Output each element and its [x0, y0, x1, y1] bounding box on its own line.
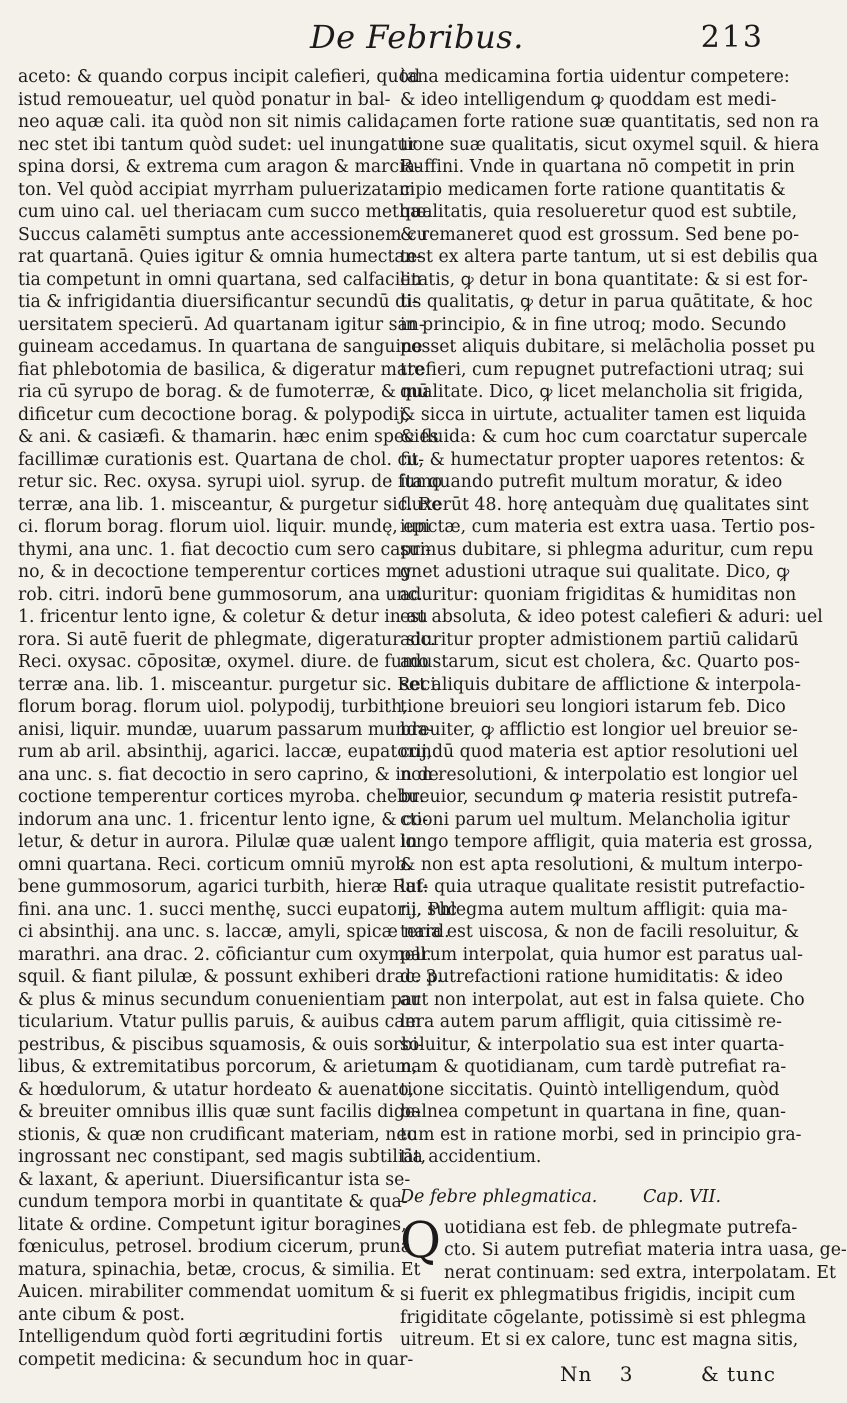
text-line: guineam accedamus. In quartana de sanguine: [18, 337, 423, 357]
text-line: & breuiter omnibus illis quæ sunt facilis dige-: [18, 1102, 422, 1122]
text-line: adustarum, sicut est cholera, &c. Quarto pos-: [400, 652, 800, 672]
text-line: tione suæ qualitatis, sicut oxymel squil. & hiera: [400, 134, 820, 155]
text-line: facillimæ curationis est. Quartana de chol. cu-: [18, 449, 425, 470]
text-line: trefieri, cum repugnet putrefactioni utraq; sui: [400, 359, 804, 380]
text-line: lat: quia utraque qualitate resistit putrefactio-: [400, 877, 805, 897]
text-line: tum est in ratione morbi, sed in principio gra-: [400, 1124, 802, 1145]
text-line: posset aliquis dubitare, si melācholia posset pu: [400, 337, 816, 357]
text-line: uersitatem specierū. Ad quartanam igitur san-: [18, 314, 425, 335]
chapter-number: Cap. VII.: [642, 1186, 722, 1207]
signature-mark: Nn: [560, 1362, 593, 1386]
text-line: istud remoueatur, uel quòd ponatur in bal-: [18, 89, 391, 110]
text-line: ton. Vel quòd accipiat myrrham puluerizatam: [18, 179, 416, 200]
text-line: ci. florum borag. florum uiol. liquir. mundę, epi: [18, 517, 431, 537]
text-line: frigiditate cōgelante, potissimè si est phlegma: [400, 1307, 807, 1328]
text-line: Ruffini. Vnde in quartana nō competit in prin: [400, 157, 795, 177]
text-line: letur, & detur in aurora. Pilulæ quæ ualent in: [18, 832, 418, 852]
text-line: ticularium. Vtatur pullis paruis, & auibus cam: [18, 1012, 421, 1032]
text-line: tia competunt in omni quartana, sed calfacien: [18, 269, 422, 290]
text-line: tana medicamina fortia uidentur competere:: [400, 67, 790, 87]
text-line: thymi, ana unc. 1. fiat decoctio cum sero capri-: [18, 539, 432, 560]
text-line: terræ, ana lib. 1. misceantur, & purgetur sic. Re: [18, 494, 442, 515]
text-line: neo aquæ cali. ita quòd non sit nimis calida,: [18, 112, 405, 132]
text-line: litate & ordine. Competunt igitur boragines,: [18, 1214, 407, 1235]
text-line: & hœdulorum, & utatur hordeato & auenato,: [18, 1079, 415, 1100]
drop-cap: Q: [400, 1210, 441, 1269]
signature-number: 3: [619, 1362, 634, 1386]
text-line: fini. ana unc. 1. succi menthę, succi eupatorij, suc: [18, 899, 457, 920]
text-line: tia accidentium.: [400, 1147, 542, 1167]
catchword: & tunc: [700, 1362, 777, 1386]
text-line: breuiter, ꝙ afflictio est longior uel breuior se-: [400, 719, 798, 740]
text-line: cto. Si autem putrefiat materia intra uasa, ge-: [444, 1240, 847, 1260]
text-line: fit, & humectatur propter uapores retentos: &: [400, 449, 806, 470]
text-line: anisi, liquir. mundæ, uuarum passarum munda-: [18, 719, 434, 740]
text-line: si fuerit ex phlegmatibus frigidis, incipit cum: [400, 1285, 796, 1305]
running-title: De Febribus.: [310, 18, 524, 56]
text-line: rob. citri. indorū bene gummosorum, ana unc.: [18, 584, 423, 605]
text-line: tione breuiori seu longiori istarum feb. Dico: [400, 697, 786, 717]
text-line: nerat continuam: sed extra, interpolatam. Et: [444, 1262, 836, 1283]
text-line: rat quartanā. Quies igitur & omnia humectan-: [18, 247, 422, 267]
text-line: soluitur, & interpolatio sua est inter quarta-: [400, 1034, 785, 1055]
text-line: & ani. & casiæfi. & thamarin. hæc enim species: [18, 427, 439, 447]
text-line: sumus dubitare, si phlegma aduritur, cum repu: [400, 539, 814, 560]
chapter-text: [400, 1210, 847, 1352]
text-line: ingrossant nec constipant, sed magis subtiliāt,: [18, 1147, 427, 1167]
text-line: qualitate. Dico, ꝙ licet melancholia sit frigida,: [400, 382, 804, 402]
text-line: ante cibum & post.: [18, 1304, 186, 1325]
text-line: bene gummosorum, agarici turbith, hieræ Ruf-: [18, 877, 429, 897]
text-line: ctioni parum uel multum. Melancholia igitur: [400, 809, 790, 830]
text-line: set aliquis dubitare de afflictione & interpola-: [400, 674, 801, 695]
text-line: uotidiana est feb. de phlegmate putrefa-: [444, 1217, 798, 1238]
text-line: Succus calamēti sumptus ante accessionem cu: [18, 224, 428, 245]
text-line: camen forte ratione suæ quantitatis, sed non ra: [400, 112, 820, 132]
text-line: & plus & minus secundum conuenientiam par: [18, 989, 421, 1010]
text-line: balnea competunt in quartana in fine, quan-: [400, 1102, 787, 1122]
text-line: cundū quod materia est aptior resolutioni uel: [400, 742, 799, 762]
text-line: ci absinthij. ana unc. s. laccæ, amyli, spicæ nard.: [18, 922, 450, 942]
text-line: retur sic. Rec. oxysa. syrupi uiol. syrup. de fumo: [18, 472, 443, 492]
text-line: rora. Si autē fuerit de phlegmate, digeratur sic.: [18, 629, 436, 650]
text-line: aut non interpolat, aut est in falsa quiete. Cho: [400, 989, 805, 1010]
text-line: coctione temperentur cortices myroba. chebu.: [18, 787, 425, 807]
text-line: competit medicina: & secundum hoc in quar-: [18, 1349, 414, 1370]
text-line: gnet adustioni utraque sui qualitate. Dico, ꝙ: [400, 562, 790, 582]
text-line: indorum ana unc. 1. fricentur lento igne, & co-: [18, 809, 429, 830]
chapter-body: [400, 1210, 847, 1352]
text-line: & non est apta resolutioni, & multum interpo-: [400, 854, 803, 875]
text-line: & ideo intelligendum ꝙ quoddam est medi-: [400, 89, 777, 110]
page-number: 213: [700, 20, 764, 55]
text-line: breuior, secundum ꝙ materia resistit putrefa-: [400, 787, 798, 807]
right-column: [400, 66, 847, 1352]
text-line: matura, spinachia, betæ, crocus, & similia. Et: [18, 1259, 421, 1280]
text-line: dificetur cum decoctione borag. & polypodij,: [18, 404, 410, 425]
text-line: squil. & fiant pilulæ, & possunt exhiberi drac. 3.: [18, 967, 443, 987]
text-line: de putrefactioni ratione humiditatis: & ideo: [400, 967, 783, 987]
text-line: & sicca in uirtute, actualiter tamen est liquida: [400, 404, 807, 425]
text-line: in principio, & in fine utroq; modo. Secundo: [400, 314, 787, 335]
text-line: uitreum. Et si ex calore, tunc est magna sitis,: [400, 1330, 799, 1350]
text-line: longo tempore affligit, quia materia est grossa,: [400, 832, 813, 852]
chapter-heading: [400, 1177, 782, 1217]
text-line: ita quando putrefit multum moratur, & ideo: [400, 472, 783, 492]
text-line: qualitatis, quia resolueretur quod est subtile,: [400, 202, 798, 222]
chapter-title: De febre phlegmatica.: [400, 1186, 598, 1207]
page-footer: [560, 1362, 796, 1386]
text-line: ana unc. s. fiat decoctio in sero caprino, & in de: [18, 764, 439, 785]
text-line: rum ab aril. absinthij, agarici. laccæ, eupatorij,: [18, 742, 433, 762]
text-line: est absoluta, & ideo potest calefieri & aduri: uel: [400, 607, 823, 627]
text-line: cipio medicamen forte ratione quantitatis &: [400, 179, 786, 200]
text-line: cundum tempora morbi in quantitate & qua-: [18, 1192, 408, 1212]
text-line: Intelligendum quòd forti ægritudini fortis: [18, 1327, 383, 1347]
text-line: 1. fricentur lento igne, & coletur & detur in au: [18, 607, 428, 627]
text-line: test ex altera parte tantum, ut si est debilis qua: [400, 247, 818, 267]
text-line: Reci. oxysac. cōpositæ, oxymel. diure. de fumo: [18, 652, 429, 672]
text-line: ni. Phlegma autem multum affligit: quia ma-: [400, 899, 788, 920]
text-line: tia & infrigidantia diuersificantur secundū di-: [18, 292, 418, 312]
text-line: & fluida: & cum hoc cum coarctatur supercale: [400, 427, 808, 447]
text-line: omni quartana. Reci. corticum omniū myrob.: [18, 854, 412, 875]
text-line: marathri. ana drac. 2. cōficiantur cum oxymell.: [18, 944, 432, 965]
text-line: litatis, ꝙ detur in bona quantitate: & si est for-: [400, 269, 808, 290]
text-line: fœniculus, petrosel. brodium cicerum, pruna: [18, 1237, 412, 1257]
text-line: aduritur: quoniam frigiditas & humiditas non: [400, 584, 797, 605]
text-line: lera autem parum affligit, quia citissimè re-: [400, 1012, 782, 1032]
text-line: tis qualitatis, ꝙ detur in parua quātitate, & hoc: [400, 292, 813, 312]
text-line: tione siccitatis. Quintò intelligendum, quòd: [400, 1079, 780, 1100]
text-line: libus, & extremitatibus porcorum, & arietum,: [18, 1057, 418, 1077]
text-line: pestribus, & piscibus squamosis, & ouis sorbi-: [18, 1034, 424, 1055]
text-line: non resolutioni, & interpolatio est longior uel: [400, 764, 798, 785]
text-line: spina dorsi, & extrema cum aragon & marcia-: [18, 157, 421, 177]
text-line: teria est uiscosa, & non de facili resoluitur, &: [400, 922, 800, 942]
text-line: stionis, & quæ non crudificant materiam, nec: [18, 1124, 417, 1145]
text-line: fiat phlebotomia de basilica, & digeratur mate: [18, 359, 425, 380]
text-line: cum uino cal. uel theriacam cum succo methæ.: [18, 202, 432, 222]
text-line: Auicen. mirabiliter commendat uomitum &: [18, 1282, 396, 1302]
text-line: nec stet ibi tantum quòd sudet: uel inungatur: [18, 134, 417, 155]
text-line: florum borag. florum uiol. polypodij, turbith,: [18, 697, 408, 717]
text-line: parum interpolat, quia humor est paratus ual-: [400, 944, 803, 965]
left-column: [18, 66, 457, 1371]
text-line: iunctæ, cum materia est extra uasa. Tertio pos-: [400, 517, 816, 537]
text-line: no, & in decoctione temperentur cortices my: [18, 562, 412, 582]
text-line: & laxant, & aperiunt. Diuersificantur ista se-: [18, 1169, 411, 1190]
text-line: terræ ana. lib. 1. misceantur. purgetur sic. Reci.: [18, 674, 442, 695]
text-line: aduritur propter admistionem partiū calidarū: [400, 629, 799, 650]
text-line: & remaneret quod est grossum. Sed bene po-: [400, 224, 800, 245]
right-column-text: [400, 66, 823, 1169]
text-line: aceto: & quando corpus incipit calefieri, quòd: [18, 67, 421, 87]
text-line: ria cū syrupo de borag. & de fumoterræ, & mū: [18, 382, 430, 402]
text-line: fluxerūt 48. horę antequàm duę qualitates sint: [400, 494, 809, 515]
text-line: nam & quotidianam, cum tardè putrefiat ra-: [400, 1057, 787, 1077]
